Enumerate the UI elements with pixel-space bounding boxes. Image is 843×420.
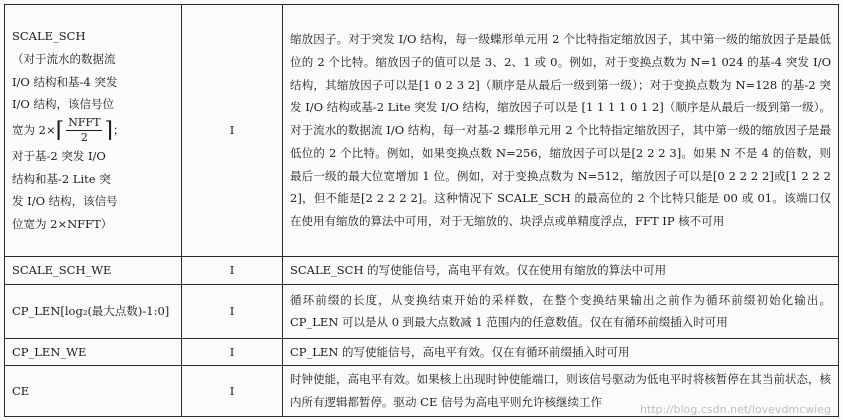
description-cell: SCALE_SCH 的写使能信号，高电平有效。仅在使用有缩放的算法中可用	[283, 257, 839, 285]
signal-name-line: I/O 结构，该信号位	[12, 97, 114, 112]
table-row	[5, 338, 839, 366]
signal-name-line: 位宽为 2×NFFT）	[12, 217, 113, 232]
ceil-bracket-right: ⌉	[104, 117, 114, 143]
watermark-text: http://blog.csdn.net/lovevdmcwieg	[639, 403, 831, 416]
formula-suffix: ；	[113, 123, 125, 138]
fraction-denominator: 2	[80, 131, 88, 144]
signal-name-cell: CP_LEN[log₂(最大点数)-1:0]	[5, 284, 182, 338]
ceil-bracket-left: ⌈	[55, 117, 65, 143]
description-cell: CP_LEN 的写使能信号，高电平有效。仅在有循环前缀插入时可用	[283, 338, 839, 366]
signal-name-cell: CP_LEN_WE	[5, 338, 182, 366]
direction-cell: I	[182, 284, 283, 338]
signal-name-line: I/O 结构和基-4 突发	[12, 74, 118, 89]
signal-name-line: 发 I/O 结构，该信号	[12, 194, 118, 209]
table-row	[5, 5, 839, 257]
description-cell: 循环前缀的长度，从变换结束开始的采样数，在整个变换结果输出之前作为循环前缀初始化输出。CP_LEN 可以是从 0 到最大点数减 1 范围内的任意数值。仅在有循环前缀插入时可用	[283, 284, 839, 338]
width-formula	[12, 116, 125, 145]
direction-cell: I	[182, 257, 283, 285]
fraction-numerator: NFFT	[68, 116, 101, 129]
description-cell: 缩放因子。对于突发 I/O 结构，每一级蝶形单元用 2 个比特指定缩放因子，其中第一级的缩放因子是最低位的 2 个比特。缩放因子的值可以是 3、2、1 或 0。例如，对于变换点数为 N=1 024 的基-4 突发 I/O 结构，其缩放因子可以是[1 0 2 3 2]（顺序是从最后一级到第一级）；对于变换点数为 N=128 的基-2 突发 I/O 结构或基-2 Lite 突发 I/O 结构，缩放因子可以是 [1 1 1 1 0 1 2]（顺序是从最后一级到第一级）。对于流水的数据流 I/O 结构，每一对基-2 蝶形单元用 2 个比特指定缩放因子，其中第一级的缩放因子是最低位的 2 个比特。例如，如果变换点数 N=256，缩放因子可以是[2 2 2 3]。如果 N 不是 4 的倍数，则最后一级的最大位宽增加 1 位。例如，对于变换点数为 N=512，缩放因子可以是[0 2 2 2 2]或[1 2 2 2 2]，但不能是[2 2 2 2 2]。这种情况下 SCALE_SCH 的最高位的 2 个比特只能是 00 或 01。该端口仅在使用有缩放的算法中可用，对于无缩放的、块浮点或单精度浮点，FFT IP 核不可用	[283, 5, 839, 257]
signal-name-cell: CE	[5, 366, 182, 416]
signal-description-table	[4, 4, 839, 417]
signal-name-line: 结构和基-2 Lite 突	[12, 171, 111, 186]
signal-name-line: 对于基-2 突发 I/O	[12, 149, 106, 163]
description-cell: 时钟使能，高电平有效。如果核上出现时钟使能端口，则该信号驱动为低电平时将核暂停在其当前状态，核内所有逻辑都暂停。驱动 CE 信号为高电平则允许核继续工作	[283, 366, 839, 416]
signal-name-line: （对于流水的数据流	[12, 51, 116, 66]
direction-cell: I	[182, 338, 283, 366]
signal-name-cell	[5, 5, 182, 257]
direction-cell: I	[182, 366, 283, 416]
table-row	[5, 284, 839, 338]
direction-cell: I	[182, 5, 283, 257]
signal-name-cell: SCALE_SCH_WE	[5, 257, 182, 285]
signal-name-line: 宽为 2×	[12, 123, 56, 138]
fraction	[64, 116, 104, 145]
signal-name-line: SCALE_SCH	[12, 29, 86, 44]
table-row	[5, 257, 839, 285]
